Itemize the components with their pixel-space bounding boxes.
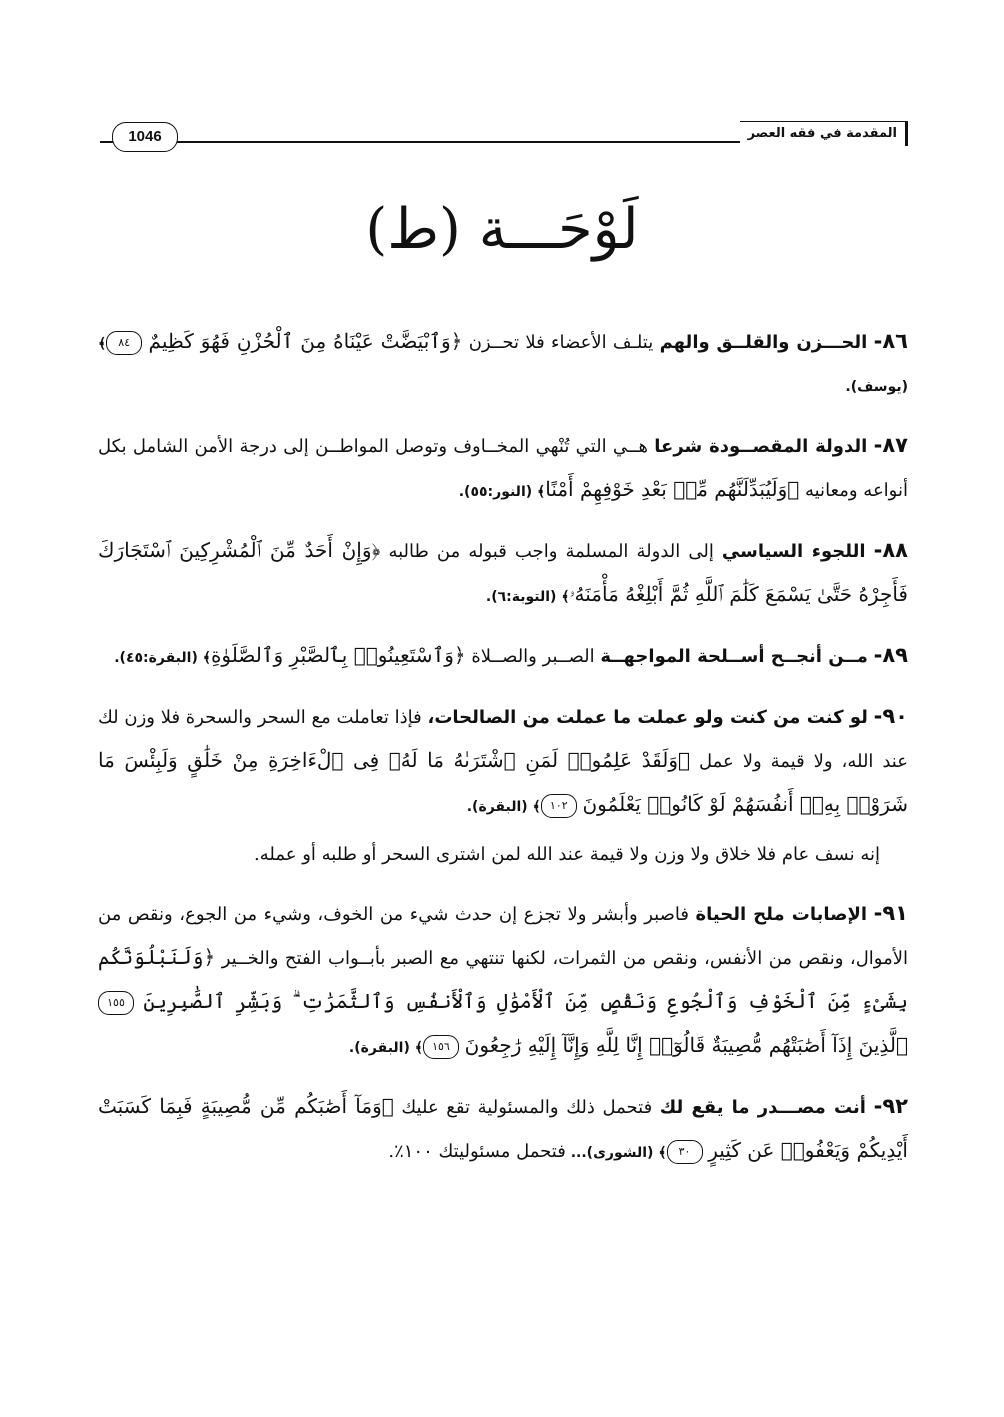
surah-reference: ﴾ (النور:٥٥). — [458, 484, 546, 500]
entry-number: ٨٧- — [873, 433, 908, 457]
surah-reference: ﴾ (يوسف). — [98, 336, 908, 395]
entry-number: ٩١- — [873, 901, 908, 925]
entry-number: ٨٨- — [873, 538, 908, 562]
verse-number-2: ١٥٦ — [423, 1035, 459, 1059]
quran-verse: ﴿وَلَنَبْلُوَنَّكُم بِشَىْءٍ مِّنَ ٱلْخَوْفِ وَٱلْجُوعِ وَنَقْصٍ مِّنَ ٱلْأَمْوَٰلِ وَٱلْأَنفُسِ وَٱلثَّمَرَٰتِ ۗ وَبَشِّرِ ٱلصَّٰبِرِينَ — [98, 945, 908, 1013]
entry-number: ٨٩- — [873, 643, 908, 667]
entry-88 — [98, 529, 908, 618]
entry-text: فإذا تعاملت مع السحر والسحرة فلا وزن لك عند الله، ولا قيمة ولا عمل — [98, 707, 908, 772]
entry-heading: الحـــزن والقلــق والهم — [659, 332, 868, 353]
quran-verse: ﴿وَمَآ أَصَٰبَكُم مِّن مُّصِيبَةٍ فَبِمَا كَسَبَتْ أَيْدِيكُمْ وَيَعْفُوا۟ عَن كَثِيرٍ — [98, 1094, 908, 1162]
running-header — [100, 118, 908, 152]
entry-91 — [98, 892, 908, 1069]
entry-heading: الدولة المقصــودة شرعا — [654, 436, 868, 457]
entry-number: ٩٢- — [873, 1094, 908, 1118]
entry-heading: الإصابات ملح الحياة — [695, 904, 868, 925]
entry-90 — [98, 695, 908, 828]
surah-reference: ﴾ (التوبة:٦). — [485, 589, 570, 605]
quran-verse: ﴿وَلَيُبَدِّلَنَّهُم مِّنۢ بَعْدِ خَوْفِهِمْ أَمْنًا — [545, 477, 800, 501]
plate-title: لَوْحَـــة (ط) — [365, 197, 639, 262]
page-body — [98, 320, 908, 1190]
entry-number: ٨٦- — [873, 329, 908, 353]
entry-text: فاصبر وأبشر ولا تجزع إن حدث شيء من الخوف، وشيء من الجوع، ونقص من الأموال، ونقص من الأنفس، ونقص من الثمرات، لكنها تنتهي مع الصبر بأبــواب الفتح والخــير — [98, 904, 908, 969]
quran-verse: ﴿وَلَقَدْ عَلِمُوا۟ لَمَنِ ٱشْتَرَىٰهُ مَا لَهُۥ فِى ٱلْءَاخِرَةِ مِنْ خَلَٰقٍ وَلَبِئْسَ مَا شَرَوْا۟ بِهِۦٓ أَنفُسَهُمْ لَوْ كَانُوا۟ يَعْلَمُونَ — [98, 748, 908, 816]
entry-text: فتحمل ذلك والمسئولية تقع عليك — [393, 1097, 660, 1118]
entry-text: إلى الدولة المسلمة واجب قبوله من طالبه — [380, 541, 722, 562]
quran-verse-2: ٱلَّذِينَ إِذَآ أَصَٰبَتْهُم مُّصِيبَةٌ قَالُوٓا۟ إِنَّا لِلَّهِ وَإِنَّآ إِلَيْهِ رَٰجِعُونَ — [464, 1033, 908, 1057]
entry-number: ٩٠- — [873, 704, 908, 728]
entry-closing-text: فتحمل مسئوليتك ١٠٠٪. — [388, 1141, 566, 1162]
page-number: 1046 — [112, 122, 178, 152]
surah-reference: ﴾ (البقرة:٤٥). — [114, 650, 211, 666]
entry-heading: اللجوء السياسي — [721, 541, 866, 562]
entry-89 — [98, 634, 908, 679]
entry-text: يتلـف الأعضاء فلا تحــزن — [462, 332, 660, 353]
entry-heading: لو كنت من كنت ولو عملت ما عملت من الصالحات، — [427, 707, 868, 728]
surah-reference: ﴾ (الشورى)... — [565, 1145, 667, 1161]
verse-number: ٣٠ — [667, 1140, 703, 1164]
surah-reference: ﴾ (البقرة). — [466, 799, 541, 815]
book-title: المقدمة في فقه العصر — [740, 121, 908, 146]
quran-verse: ﴿وَإِنْ أَحَدٌ مِّنَ ٱلْمُشْرِكِينَ ٱسْتَجَارَكَ فَأَجِرْهُ حَتَّىٰ يَسْمَعَ كَلَٰمَ ٱللَّهِ ثُمَّ أَبْلِغْهُ مَأْمَنَهُۥ — [98, 538, 908, 606]
entry-87 — [98, 424, 908, 513]
entry-90-comment: إنه نسف عام فلا خلاق ولا وزن ولا قيمة عند الله لمن اشترى السحر أو طلبه أو عمله. — [254, 844, 880, 865]
verse-number: ٨٤ — [106, 331, 142, 355]
entry-heading: مــن أنجــح أســلحة المواجهــة — [600, 646, 868, 667]
surah-reference: ﴾ (البقرة). — [348, 1040, 423, 1056]
quran-verse: ﴿وَٱبْيَضَّتْ عَيْنَاهُ مِنَ ٱلْحُزْنِ فَهُوَ كَظِيمٌ — [148, 329, 463, 353]
entry-86 — [98, 320, 908, 408]
entry-92 — [98, 1085, 908, 1174]
entry-text: الصــبر والصــلاة — [465, 646, 601, 667]
verse-number: ١٥٥ — [98, 991, 134, 1015]
quran-verse: ﴿وَٱسْتَعِينُوا۟ بِٱلصَّبْرِ وَٱلصَّلَوٰةِ — [210, 643, 466, 667]
entry-text: هــي التي تُنْهي المخــاوف وتوصل المواطــن إلى درجة الأمن الشامل بكل أنواعه ومعانيه — [98, 436, 908, 501]
entry-heading: أنت مصـــدر ما يقع لك — [659, 1097, 866, 1118]
verse-number: ١٠٢ — [541, 794, 577, 818]
